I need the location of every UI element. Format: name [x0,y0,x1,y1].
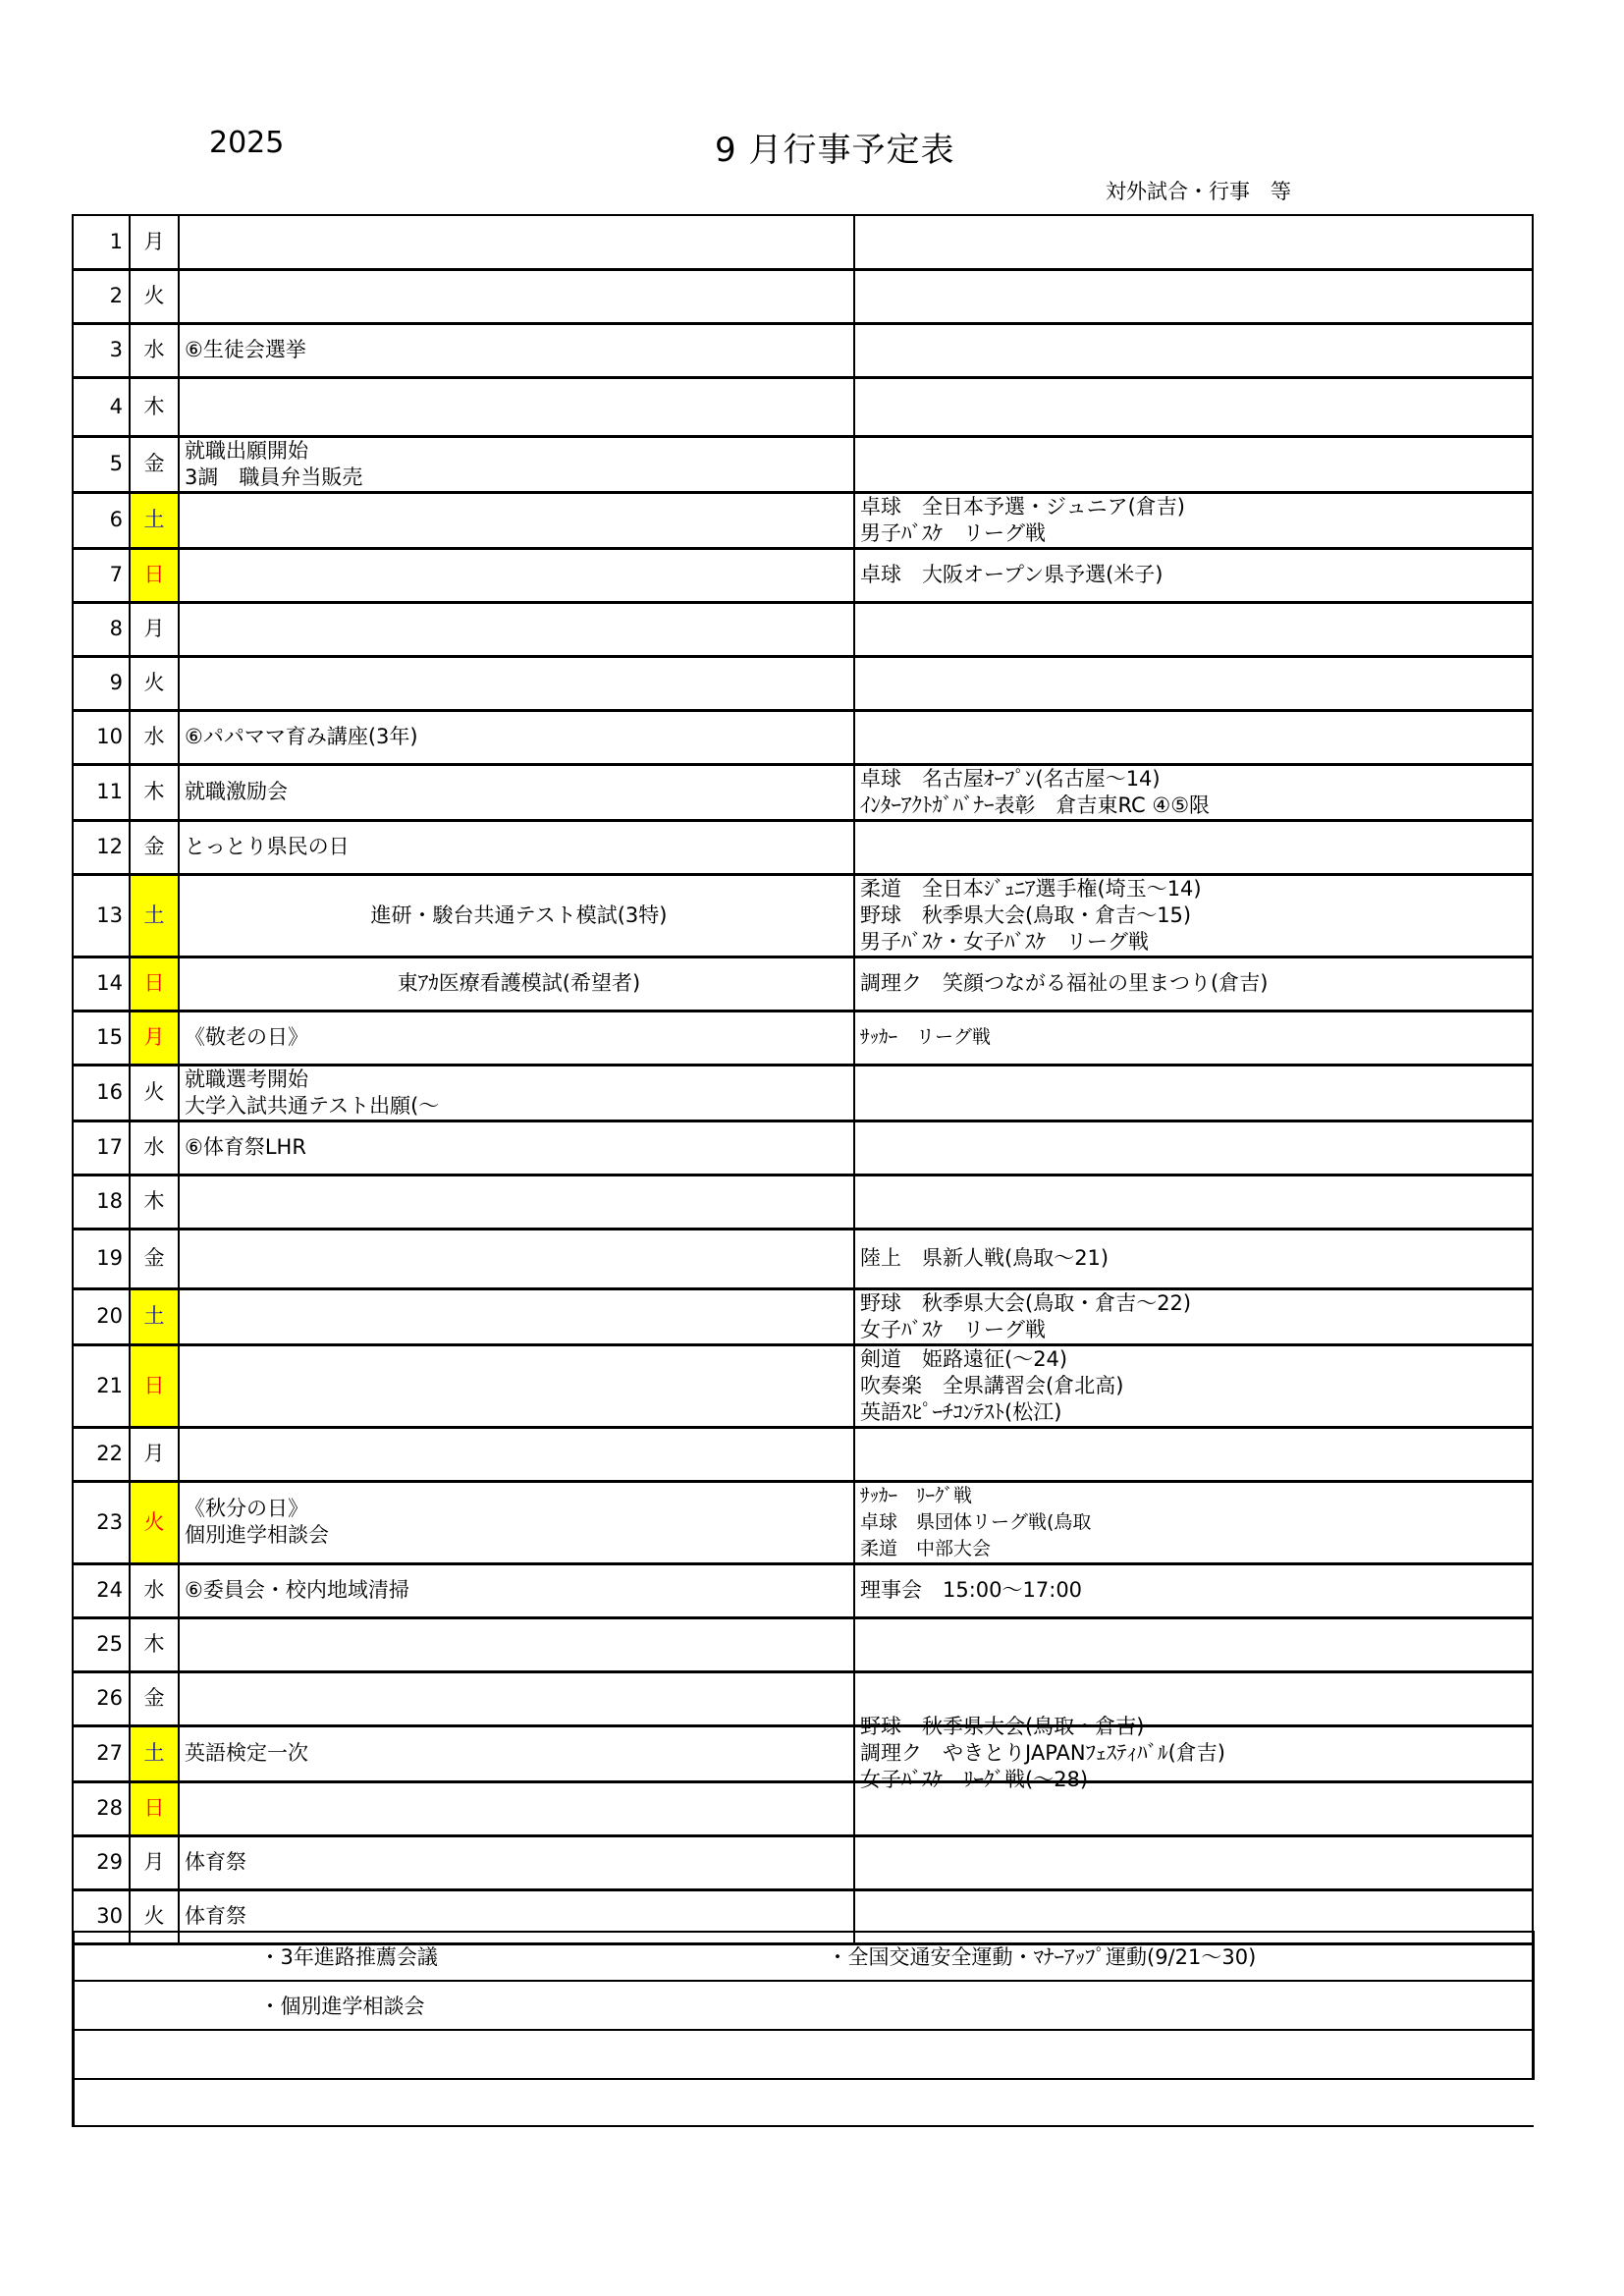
weekday: 木 [130,377,179,436]
day-number: 11 [73,764,130,820]
external-event-cell [854,1617,1533,1671]
external-event-cell [854,764,1533,820]
school-event-cell [179,1835,854,1889]
weekday: 金 [130,436,179,492]
external-event: 野球 秋季県大会(鳥取・倉吉) [860,1714,1145,1738]
day-number: 19 [73,1229,130,1288]
day-number: 6 [73,492,130,548]
external-event: 男子ﾊﾞｽｹ リーグ戦 [860,520,1046,545]
external-event: 卓球 全日本予選・ジュニア(倉吉) [860,494,1185,519]
weekday: 水 [130,1563,179,1617]
day-number: 3 [73,323,130,377]
day-number: 1 [73,215,130,269]
day-number: 10 [73,710,130,764]
school-event-cell [179,215,854,269]
external-event: 英語ｽﾋﾟｰﾁｺﾝﾃｽﾄ(松江) [860,1399,1062,1424]
school-event-cell [179,1288,854,1344]
school-event: 英語検定一次 [185,1741,308,1765]
weekday: 木 [130,1617,179,1671]
school-event: 個別進学相談会 [185,1523,329,1547]
day-row [73,764,1533,820]
day-row [73,436,1533,492]
weekday: 土 [130,1288,179,1344]
school-event: 就職選考開始 [185,1066,308,1091]
school-event-cell [179,269,854,323]
day-number: 29 [73,1835,130,1889]
notes-table [72,1931,1535,2127]
day-row [73,1725,1533,1781]
weekday: 月 [130,1835,179,1889]
day-number: 16 [73,1065,130,1121]
day-row [73,1781,1533,1835]
school-event-cell [179,1011,854,1065]
external-event: 吹奏楽 全県講習会(倉北高) [860,1373,1124,1397]
external-event-cell [854,957,1533,1011]
external-event-cell [854,1427,1533,1481]
day-row [73,1481,1533,1563]
notes-cell [74,2030,180,2079]
external-event: 卓球 名古屋ｵｰﾌﾟﾝ(名古屋～14) [860,766,1161,791]
day-number: 13 [73,874,130,957]
school-event-cell [179,1344,854,1427]
external-event-cell [854,548,1533,602]
day-row [73,1229,1533,1288]
day-row [73,874,1533,957]
weekday: 日 [130,1344,179,1427]
weekday: 火 [130,1481,179,1563]
external-event: 柔道 中部大会 [860,1537,992,1559]
day-row [73,1427,1533,1481]
school-event-cell [179,1229,854,1288]
day-row [73,548,1533,602]
day-row [73,377,1533,436]
day-row [73,269,1533,323]
day-number: 26 [73,1671,130,1725]
external-event-cell [854,874,1533,957]
day-number: 8 [73,602,130,656]
school-event-cell [179,436,854,492]
school-event: 東ｱｶ医療看護模試(希望者) [397,971,641,995]
weekday: 月 [130,602,179,656]
weekday: 木 [130,764,179,820]
external-event-cell [854,1011,1533,1065]
school-event-cell [179,656,854,710]
external-event: 女子ﾊﾞｽｹ リーグ戦 [860,1317,1046,1341]
school-event-cell [179,1175,854,1229]
notes-cell [180,2079,739,2126]
day-number: 7 [73,548,130,602]
school-event-cell [179,602,854,656]
day-number: 20 [73,1288,130,1344]
day-number: 5 [73,436,130,492]
weekday: 月 [130,1427,179,1481]
day-row [73,1175,1533,1229]
school-event: 大学入試共通テスト出願(～ [185,1093,440,1118]
day-row [73,215,1533,269]
day-row [73,957,1533,1011]
day-number: 27 [73,1725,130,1781]
day-number: 18 [73,1175,130,1229]
school-event-cell [179,1427,854,1481]
external-event-cell [854,656,1533,710]
school-event-cell [179,492,854,548]
day-number: 30 [73,1889,130,1943]
day-row [73,602,1533,656]
school-event-cell [179,548,854,602]
school-event-cell [179,1481,854,1563]
school-event: 就職出願開始 [185,438,308,463]
school-event-cell [179,377,854,436]
school-event: 体育祭 [185,1850,246,1874]
external-event: 調理ク 笑顔つながる福祉の里まつり(倉吉) [860,971,1269,995]
day-row [73,1344,1533,1427]
school-event-cell [179,710,854,764]
school-event: ⑥体育祭LHR [185,1135,306,1159]
weekday: 火 [130,269,179,323]
day-row [73,1121,1533,1175]
school-event-cell [179,874,854,957]
weekday: 火 [130,1889,179,1943]
weekday: 金 [130,820,179,874]
external-event: 陸上 県新人戦(鳥取～21) [860,1246,1110,1270]
weekday: 金 [130,1671,179,1725]
day-row [73,710,1533,764]
school-event-cell [179,1725,854,1781]
school-event-cell [179,323,854,377]
day-row [73,1065,1533,1121]
school-event-cell [179,1121,854,1175]
school-event-cell [179,1617,854,1671]
notes-cell [739,2030,1534,2079]
notes-cell [74,1932,180,1981]
external-event-cell [854,377,1533,436]
external-event: 理事会 15:00～17:00 [860,1578,1083,1602]
day-number: 14 [73,957,130,1011]
school-event-cell [179,1563,854,1617]
note-item: ・全国交通安全運動・ﾏﾅｰｱｯﾌﾟ運動(9/21～30) [739,1932,1534,1981]
school-event: 3調 職員弁当販売 [185,465,363,489]
notes-cell [739,2079,1534,2126]
external-event: 調理ク やきとりJAPANﾌｪｽﾃｨﾊﾞﾙ(倉吉) [860,1740,1225,1765]
day-number: 25 [73,1617,130,1671]
external-event: 女子ﾊﾞｽｹ ﾘｰｸﾞ戦(～28) [860,1767,1089,1791]
external-event-cell [854,710,1533,764]
notes-cell [74,1981,180,2030]
page-title: 9 月行事予定表 [715,131,955,170]
external-event: ｻｯｶｰ リーグ戦 [860,1026,992,1048]
day-row [73,1617,1533,1671]
notes-cell [180,2030,739,2079]
weekday: 月 [130,1011,179,1065]
weekday: 日 [130,548,179,602]
day-row [73,1671,1533,1725]
note-item: ・個別進学相談会 [180,1981,739,2030]
school-event-cell [179,764,854,820]
school-event: ⑥パパママ育み講座(3年) [185,725,418,748]
school-event: とっとり県民の日 [185,835,350,858]
school-event: 進研・駿台共通テスト模試(3特) [370,902,668,927]
external-event-cell [854,1563,1533,1617]
weekday: 火 [130,1065,179,1121]
weekday: 水 [130,1121,179,1175]
day-number: 2 [73,269,130,323]
external-event-cell [854,1481,1533,1563]
weekday: 水 [130,323,179,377]
external-event-cell [854,1288,1533,1344]
external-event: 男子ﾊﾞｽｹ・女子ﾊﾞｽｹ リーグ戦 [860,929,1149,954]
external-event: 卓球 大阪オープン県予選(米子) [860,563,1164,586]
weekday: 土 [130,874,179,957]
day-row [73,656,1533,710]
school-event: 体育祭 [185,1904,246,1928]
day-number: 28 [73,1781,130,1835]
school-event-cell [179,957,854,1011]
external-event: 卓球 県団体リーグ戦(鳥取 [860,1510,1092,1533]
external-event-cell [854,1229,1533,1288]
external-event: ｻｯｶｰ ﾘｰｸﾞ戦 [860,1484,973,1506]
day-row [73,1011,1533,1065]
weekday: 木 [130,1175,179,1229]
weekday: 月 [130,215,179,269]
day-number: 9 [73,656,130,710]
day-row [73,323,1533,377]
external-event: 野球 秋季県大会(鳥取・倉吉～15) [860,902,1192,927]
day-number: 24 [73,1563,130,1617]
external-event-cell [854,1344,1533,1427]
year-label: 2025 [209,126,285,160]
external-event-cell [854,492,1533,548]
weekday: 日 [130,1781,179,1835]
external-event-cell [854,820,1533,874]
school-event-cell [179,1781,854,1835]
external-event: 野球 秋季県大会(鳥取・倉吉～22) [860,1290,1192,1315]
day-row [73,820,1533,874]
external-event-cell [854,323,1533,377]
note-item: ・3年進路推薦会議 [180,1932,739,1981]
school-event-cell [179,820,854,874]
day-number: 15 [73,1011,130,1065]
external-event-cell [854,602,1533,656]
weekday: 日 [130,957,179,1011]
day-number: 12 [73,820,130,874]
day-row [73,1835,1533,1889]
external-event-cell [854,1714,1533,1791]
notes-cell [739,1981,1534,2030]
school-event: 就職激励会 [185,780,288,803]
external-event: ｲﾝﾀｰｱｸﾄｶﾞﾊﾞﾅｰ表彰 倉吉東RC ④⑤限 [860,793,1211,817]
day-number: 21 [73,1344,130,1427]
day-number: 22 [73,1427,130,1481]
weekday: 土 [130,1725,179,1781]
external-event-cell [854,1065,1533,1121]
external-event-cell [854,1121,1533,1175]
day-number: 4 [73,377,130,436]
external-event-cell [854,436,1533,492]
column-subtitle: 対外試合・行事 等 [1106,180,1291,203]
school-event: ⑥委員会・校内地域清掃 [185,1578,409,1602]
school-event-cell [179,1065,854,1121]
school-event-cell [179,1671,854,1725]
weekday: 水 [130,710,179,764]
weekday: 火 [130,656,179,710]
schedule-table [72,214,1534,1945]
day-number: 23 [73,1481,130,1563]
day-row [73,1288,1533,1344]
day-number: 17 [73,1121,130,1175]
external-event: 剣道 姫路遠征(～24) [860,1346,1068,1371]
day-row [73,1563,1533,1617]
notes-cell [74,2079,180,2126]
school-event: 《敬老の日》 [185,1025,308,1049]
weekday: 土 [130,492,179,548]
school-event: 《秋分の日》 [185,1497,308,1520]
day-row [73,492,1533,548]
weekday: 金 [130,1229,179,1288]
external-event: 柔道 全日本ｼﾞｭﾆｱ選手権(埼玉～14) [860,876,1202,901]
external-event-cell [854,1175,1533,1229]
school-event: ⑥生徒会選挙 [185,338,306,361]
external-event-cell [854,1835,1533,1889]
external-event-cell [854,269,1533,323]
external-event-cell [854,215,1533,269]
